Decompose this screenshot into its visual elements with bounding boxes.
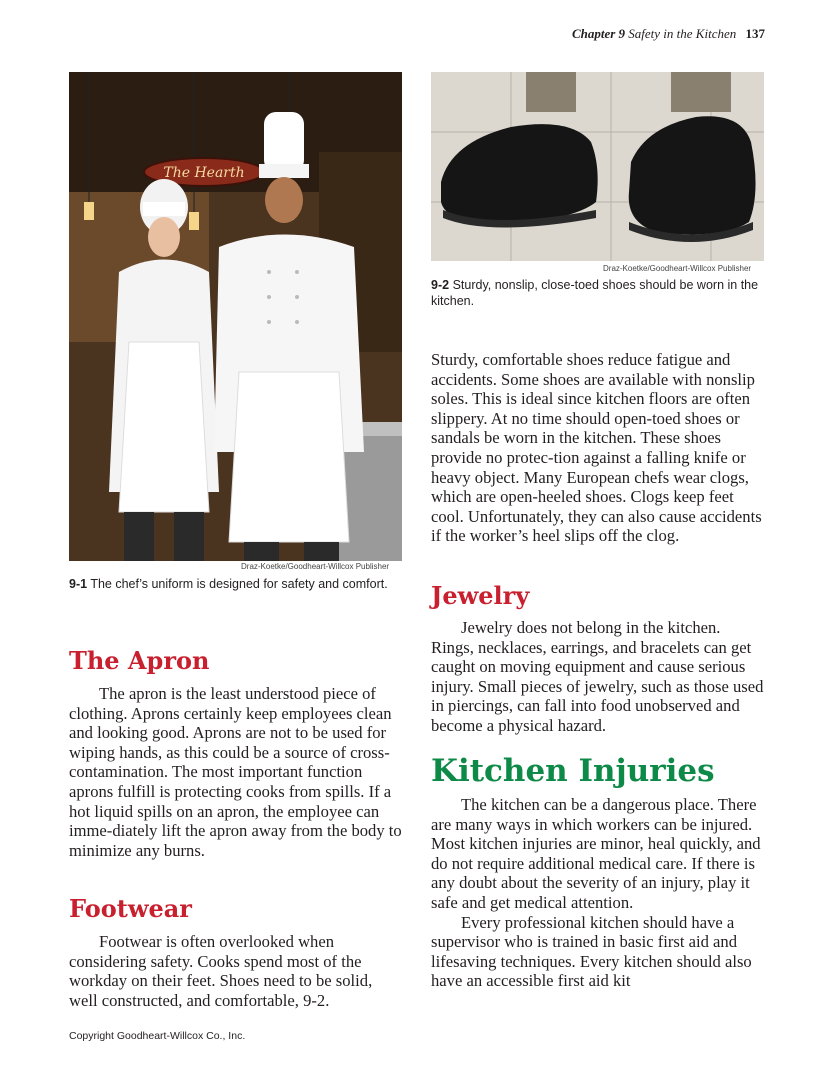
page-number: 137 [745,26,765,41]
chefs-illustration [69,72,402,561]
jewelry-heading: Jewelry [431,581,530,610]
figure-9-1-label: 9-1 [69,577,88,591]
running-header [572,26,765,42]
figure-9-2-caption-text: Sturdy, nonslip, close-toed shoes should be worn in the kitchen. [431,278,759,308]
injuries-paragraph-2: Every professional kitchen should have a supervisor who is trained in basic first aid and lifesaving techniques. Every kitchen should also have an accessible first aid kit [431,912,752,991]
injuries-body [431,795,767,991]
footwear-heading: Footwear [69,894,192,923]
kitchen-injuries-heading: Kitchen Injuries [431,753,715,789]
jewelry-paragraph: Jewelry does not belong in the kitchen. Rings, necklaces, earrings, and bracelets can get caught on moving equipment and cause serious injury. Small pieces of jewelry, such as those used in piercings, can fall into food unobserved and become a physical hazard. [431,618,764,735]
footwear-body [69,932,402,1010]
apron-heading: The Apron [69,646,210,675]
figure-9-1-photo [69,72,402,561]
section-title: Safety in the Kitchen [628,26,737,41]
figure-9-1-credit: Draz-Koetke/Goodheart-Willcox Publisher [241,562,390,571]
figure-9-1-caption [69,576,389,592]
jewelry-body [431,618,767,736]
injuries-paragraph-1: The kitchen can be a dangerous place. There are many ways in which workers can be injured. Most kitchen injuries are minor, heal quickly, and do not require additional medical care. If there is any doubt about the severity of an injury, play it safe and get medical attention. [431,795,761,912]
figure-9-1-caption-text: The chef’s uniform is designed for safety and comfort. [90,577,388,591]
apron-paragraph: The apron is the least understood piece of clothing. Aprons certainly keep employees clean and looking good. Aprons are not to be used for wiping hands, as this could be a source of cross-contamination. The most important function aprons fulfill is protecting cooks from spills. If a hot liquid spills on an apron, the employee can imme-diately lift the apron away from the body to minimize any burns. [69,684,402,860]
figure-9-2-photo [431,72,764,261]
footwear-continued [431,350,767,546]
sign-text: The Hearth [163,165,245,181]
figure-9-2-label: 9-2 [431,278,450,292]
figure-9-2-credit: Draz-Koetke/Goodheart-Willcox Publisher [603,264,752,273]
footwear-continued-paragraph: Sturdy, comfortable shoes reduce fatigue and accidents. Some shoes are available with nonslip soles. This is ideal since kitchen floors are often slippery. At no time should open-toed shoes or sandals be worn in the kitchen. These shoes provide no protec-tion against a falling knife or heavy object. Many European chefs wear clogs, which are open-heeled shoes. Clogs keep feet cool. Unfortunately, they can also cause accidents if the worker’s heel slips off the clog. [431,350,762,546]
copyright-footer: Copyright Goodheart-Willcox Co., Inc. [69,1030,246,1042]
figure-9-2-caption [431,277,771,309]
chapter-label: Chapter 9 [571,26,626,41]
shoes-illustration [431,72,764,261]
footwear-paragraph: Footwear is often overlooked when considering safety. Cooks spend most of the workday on their feet. Shoes need to be solid, well constructed, and comfortable, 9-2. [69,932,373,1010]
apron-body [69,684,402,860]
